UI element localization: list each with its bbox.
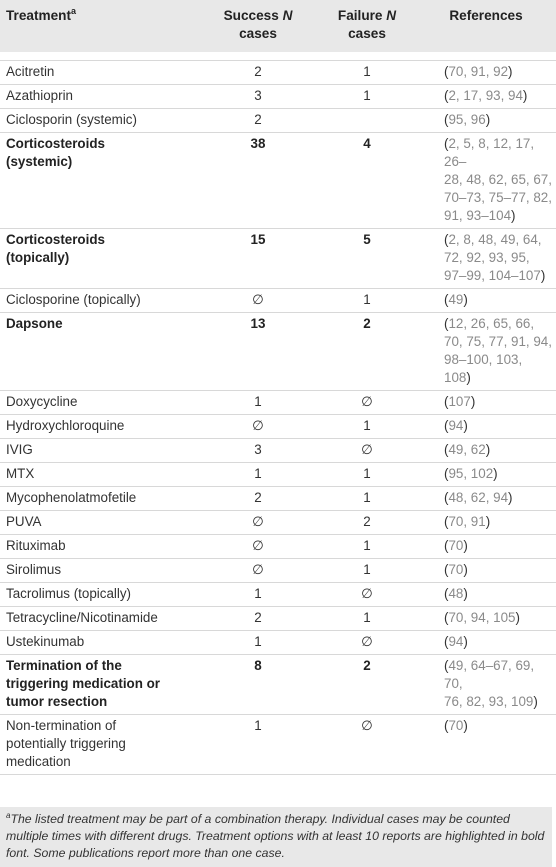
table-row [0,289,556,313]
references-cell: (12, 26, 65, 66, 70, 75, 77, 91, 94, 98–100, 103, 108) [444,316,552,385]
references-cell: (107) [444,394,476,409]
treatment-name: MTX [6,466,35,481]
failure-count: ∅ [361,634,373,649]
references-cell: (49) [444,292,468,307]
references-cell: (95, 96) [444,112,491,127]
table-header [0,0,556,52]
treatment-name: Dapsone [6,316,63,331]
references-cell: (94) [444,418,468,433]
failure-count: 1 [363,466,371,481]
table-row [0,109,556,133]
failure-count: 1 [363,490,371,505]
treatment-name: Tacrolimus (topically) [6,586,132,601]
failure-count: 2 [363,514,371,529]
treatment-name: Azathioprin [6,88,73,103]
references-cell: (70) [444,718,468,733]
references-cell: (70, 91, 92) [444,64,513,79]
failure-count: 1 [363,88,371,103]
treatment-name: Rituximab [6,538,66,553]
success-count: 2 [254,112,262,127]
references-cell: (48) [444,586,468,601]
success-count: 38 [250,136,266,151]
success-count: 2 [254,610,262,625]
header-references: References [449,8,523,23]
failure-count: 4 [363,136,371,151]
treatment-name: Ciclosporine (topically) [6,292,141,307]
failure-count: 2 [363,658,371,673]
treatment-name: Corticosteroids (topically) [6,232,105,265]
treatment-name: Tetracycline/Nicotinamide [6,610,158,625]
treatment-name: Non-termination of potentially triggering medication [6,718,126,769]
table-row [0,313,556,391]
failure-count: 1 [363,292,371,307]
table-row [0,535,556,559]
table-row [0,607,556,631]
failure-count [318,109,416,133]
references-cell: (49, 62) [444,442,491,457]
success-count: 2 [254,64,262,79]
table-row [0,61,556,85]
success-count: 1 [254,634,262,649]
header-success: Success N cases [223,8,293,41]
success-count: 3 [254,88,262,103]
failure-count: ∅ [361,718,373,733]
success-count: ∅ [252,418,264,433]
table-row [0,559,556,583]
table-row [0,391,556,415]
success-count: 15 [250,232,266,247]
treatment-name: IVIG [6,442,33,457]
references-cell: (94) [444,634,468,649]
table-body [0,52,556,775]
table-row [0,511,556,535]
success-count: 1 [254,394,262,409]
table-row [0,715,556,775]
table-row [0,583,556,607]
success-count: ∅ [252,538,264,553]
table-row [0,463,556,487]
treatment-name: Hydroxychloroquine [6,418,125,433]
table-row [0,229,556,289]
success-count: 1 [254,466,262,481]
treatment-name: PUVA [6,514,42,529]
failure-count: 1 [363,610,371,625]
references-cell: (70, 94, 105) [444,610,520,625]
table-row [0,631,556,655]
table-row [0,487,556,511]
success-count: 2 [254,490,262,505]
failure-count: 5 [363,232,371,247]
references-cell: (49, 64–67, 69, 70, 76, 82, 93, 109) [444,658,538,709]
failure-count: 2 [363,316,371,331]
treatment-name: Ciclosporin (systemic) [6,112,137,127]
success-count: 1 [254,718,262,733]
table-footnote: $^a$The listed treatment may be part of a combination therapy. Individual cases may be counted multiple times with different drugs. Treatment options with at least 10 reports are highlighted in bold font. Some publications report more than one case. [0,807,552,867]
success-count: 8 [254,658,262,673]
failure-count: 1 [363,562,371,577]
references-cell: (2, 17, 93, 94) [444,88,528,103]
treatment-name: Mycophenolatmofetile [6,490,137,505]
references-cell: (70) [444,538,468,553]
success-count: ∅ [252,292,264,307]
success-count: 1 [254,586,262,601]
failure-count: 1 [363,538,371,553]
header-failure: Failure N cases [337,8,397,41]
table-row [0,415,556,439]
failure-count: ∅ [361,442,373,457]
references-cell: (2, 8, 48, 49, 64, 72, 92, 93, 95, 97–99, 104–107) [444,232,546,283]
references-cell: (48, 62, 94) [444,490,513,505]
references-cell: (2, 5, 8, 12, 17, 26– 28, 48, 62, 65, 67, 70–73, 75–77, 82, 91, 93–104) [444,136,552,223]
success-count: ∅ [252,562,264,577]
references-cell: (70) [444,562,468,577]
treatment-name: Ustekinumab [6,634,85,649]
failure-count: 1 [363,64,371,79]
header-treatment: Treatment$^a$ [6,6,76,23]
failure-count: ∅ [361,394,373,409]
table-row [0,133,556,229]
references-cell: (70, 91) [444,514,491,529]
failure-count: 1 [363,418,371,433]
treatment-name: Sirolimus [6,562,62,577]
table-row [0,85,556,109]
treatment-name: Termination of the triggering medication or tumor resection [6,658,161,709]
references-cell: (95, 102) [444,466,498,481]
treatment-name: Doxycycline [6,394,78,409]
success-count: ∅ [252,514,264,529]
success-count: 3 [254,442,262,457]
table-row [0,655,556,715]
treatment-name: Corticosteroids (systemic) [6,136,105,169]
table-row [0,439,556,463]
failure-count: ∅ [361,586,373,601]
treatment-name: Acitretin [6,64,55,79]
success-count: 13 [250,316,266,331]
